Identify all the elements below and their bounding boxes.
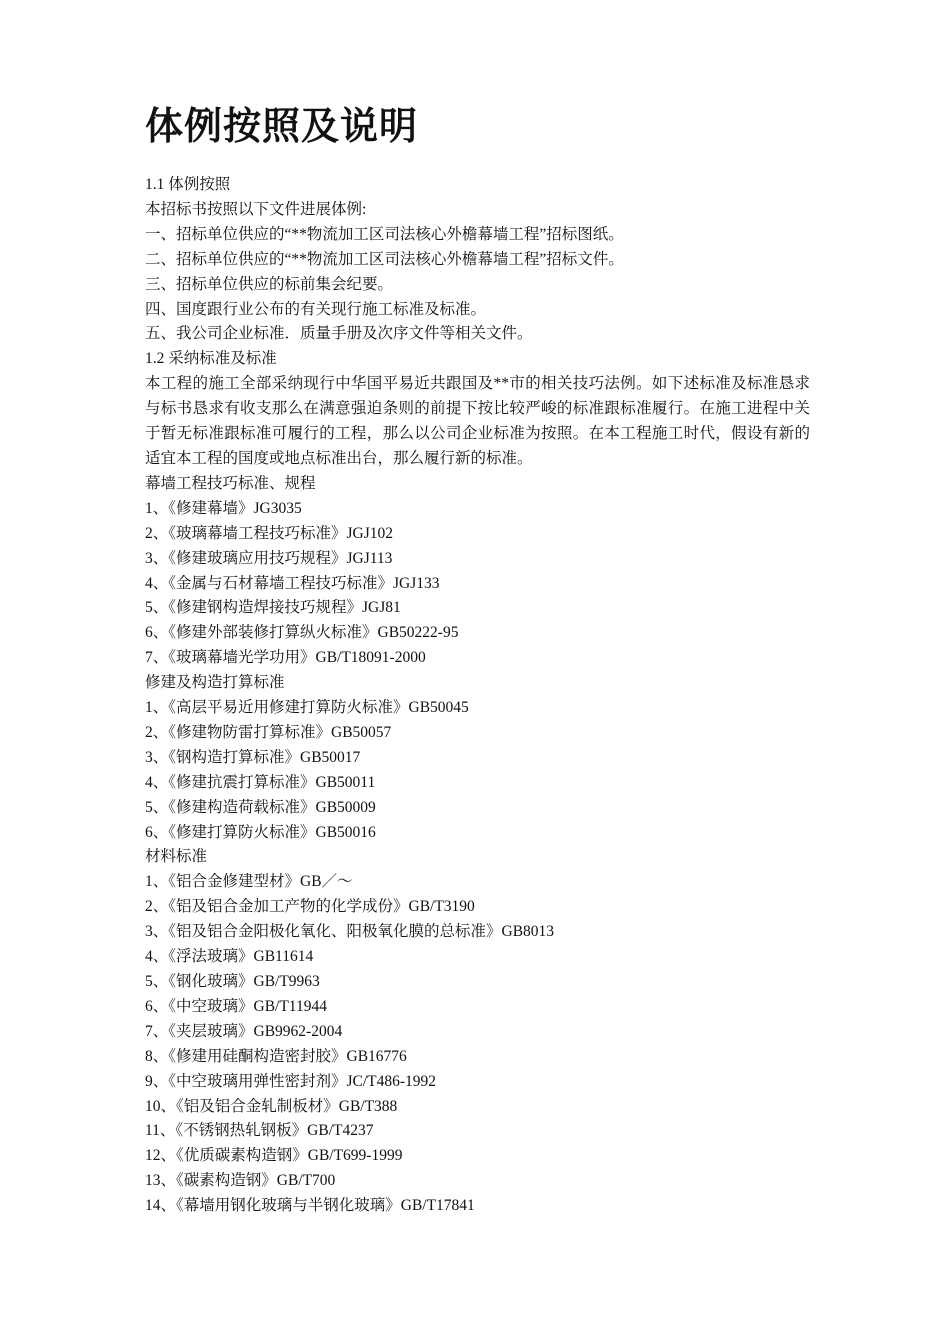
- standards-line: 9、《中空玻璃用弹性密封剂》JC/T486-1992: [145, 1072, 437, 1090]
- standards-line: 5、《钢化玻璃》GB/T9963: [145, 973, 320, 990]
- standards-line: 6、《修建打算防火标准》GB50016: [145, 823, 376, 841]
- standards-line: 6、《修建外部装修打算纵火标准》GB50222-95: [145, 624, 459, 642]
- intro-line: 1.1 体例按照: [145, 176, 231, 193]
- standards-line: 7、《夹层玻璃》GB9962-2004: [145, 1022, 343, 1040]
- intro-line: 1.2 采纳标准及标准: [145, 350, 277, 368]
- intro-line: 一、招标单位供应的“**物流加工区司法核心外檐幕墙工程”招标图纸。: [145, 225, 624, 243]
- standards-list-section: [145, 472, 810, 1219]
- standards-line: 1、《铝合金修建型材》GB／～: [145, 873, 353, 891]
- intro-line: 二、招标单位供应的“**物流加工区司法核心外檐幕墙工程”招标文件。: [145, 250, 624, 268]
- standards-line: 4、《浮法玻璃》GB11614: [145, 948, 314, 966]
- document-body: [145, 173, 810, 1219]
- standards-line: 2、《铝及铝合金加工产物的化学成份》GB/T3190: [145, 898, 475, 916]
- standards-line: 13、《碳素构造钢》GB/T700: [145, 1172, 336, 1190]
- standards-line: 8、《修建用硅酮构造密封胶》GB16776: [145, 1047, 407, 1065]
- standards-line: 2、《修建物防雷打算标准》GB50057: [145, 723, 392, 741]
- standards-line: 7、《玻璃幕墙光学功用》GB/T18091-2000: [145, 649, 426, 667]
- standards-line: 6、《中空玻璃》GB/T11944: [145, 997, 327, 1015]
- standards-line: 3、《钢构造打算标准》GB50017: [145, 748, 361, 766]
- intro-line: 四、国度跟行业公布的有关现行施工标准及标准。: [145, 300, 487, 318]
- intro-line: 本招标书按照以下文件进展体例:: [145, 200, 367, 218]
- standards-line: 3、《铝及铝合金阳极化氧化、阳极氧化膜的总标准》GB8013: [145, 923, 555, 941]
- standards-line: 5、《修建钢构造焊接技巧规程》JGJ81: [145, 599, 401, 617]
- standards-line: 10、《铝及铝合金轧制板材》GB/T388: [145, 1097, 398, 1115]
- page-title: 体例按照及说明: [145, 106, 419, 148]
- standards-line: 5、《修建构造荷载标准》GB50009: [145, 798, 376, 816]
- standards-paragraph: 本工程的施工全部采纳现行中华国平易近共跟国及**市的相关技巧法例。如下述标准及标准恳求与标书恳求有收支那么在满意强迫条则的前提下按比较严峻的标准跟标准履行。在施工进程中关于暂无标准跟标准可履行的工程，那么以公司企业标准为按照。在本工程施工时代，假设有新的适宜本工程的国度或地点标准出台，那么履行新的标准。: [145, 375, 810, 467]
- standards-line: 4、《金属与石材幕墙工程技巧标准》JGJ133: [145, 574, 440, 592]
- standards-line: 1、《高层平易近用修建打算防火标准》GB50045: [145, 699, 469, 717]
- standards-line: 材料标准: [145, 848, 208, 866]
- standards-line: 11、《不锈钢热轧钢板》GB/T4237: [145, 1122, 374, 1140]
- intro-section: [145, 173, 810, 372]
- standards-line: 2、《玻璃幕墙工程技巧标准》JGJ102: [145, 524, 394, 542]
- intro-line: 五、我公司企业标准．质量手册及次序文件等相关文件。: [145, 325, 533, 343]
- standards-line: 14、《幕墙用钢化玻璃与半钢化玻璃》GB/T17841: [145, 1197, 475, 1215]
- standards-line: 1、《修建幕墙》JG3035: [145, 499, 302, 517]
- standards-line: 3、《修建玻璃应用技巧规程》JGJ113: [145, 549, 393, 567]
- standards-line: 修建及构造打算标准: [145, 674, 285, 692]
- standards-line: 幕墙工程技巧标准、规程: [145, 474, 316, 492]
- standards-line: 12、《优质碳素构造钢》GB/T699-1999: [145, 1147, 403, 1165]
- standards-line: 4、《修建抗震打算标准》GB50011: [145, 773, 376, 791]
- intro-line: 三、招标单位供应的标前集会纪要。: [145, 275, 394, 293]
